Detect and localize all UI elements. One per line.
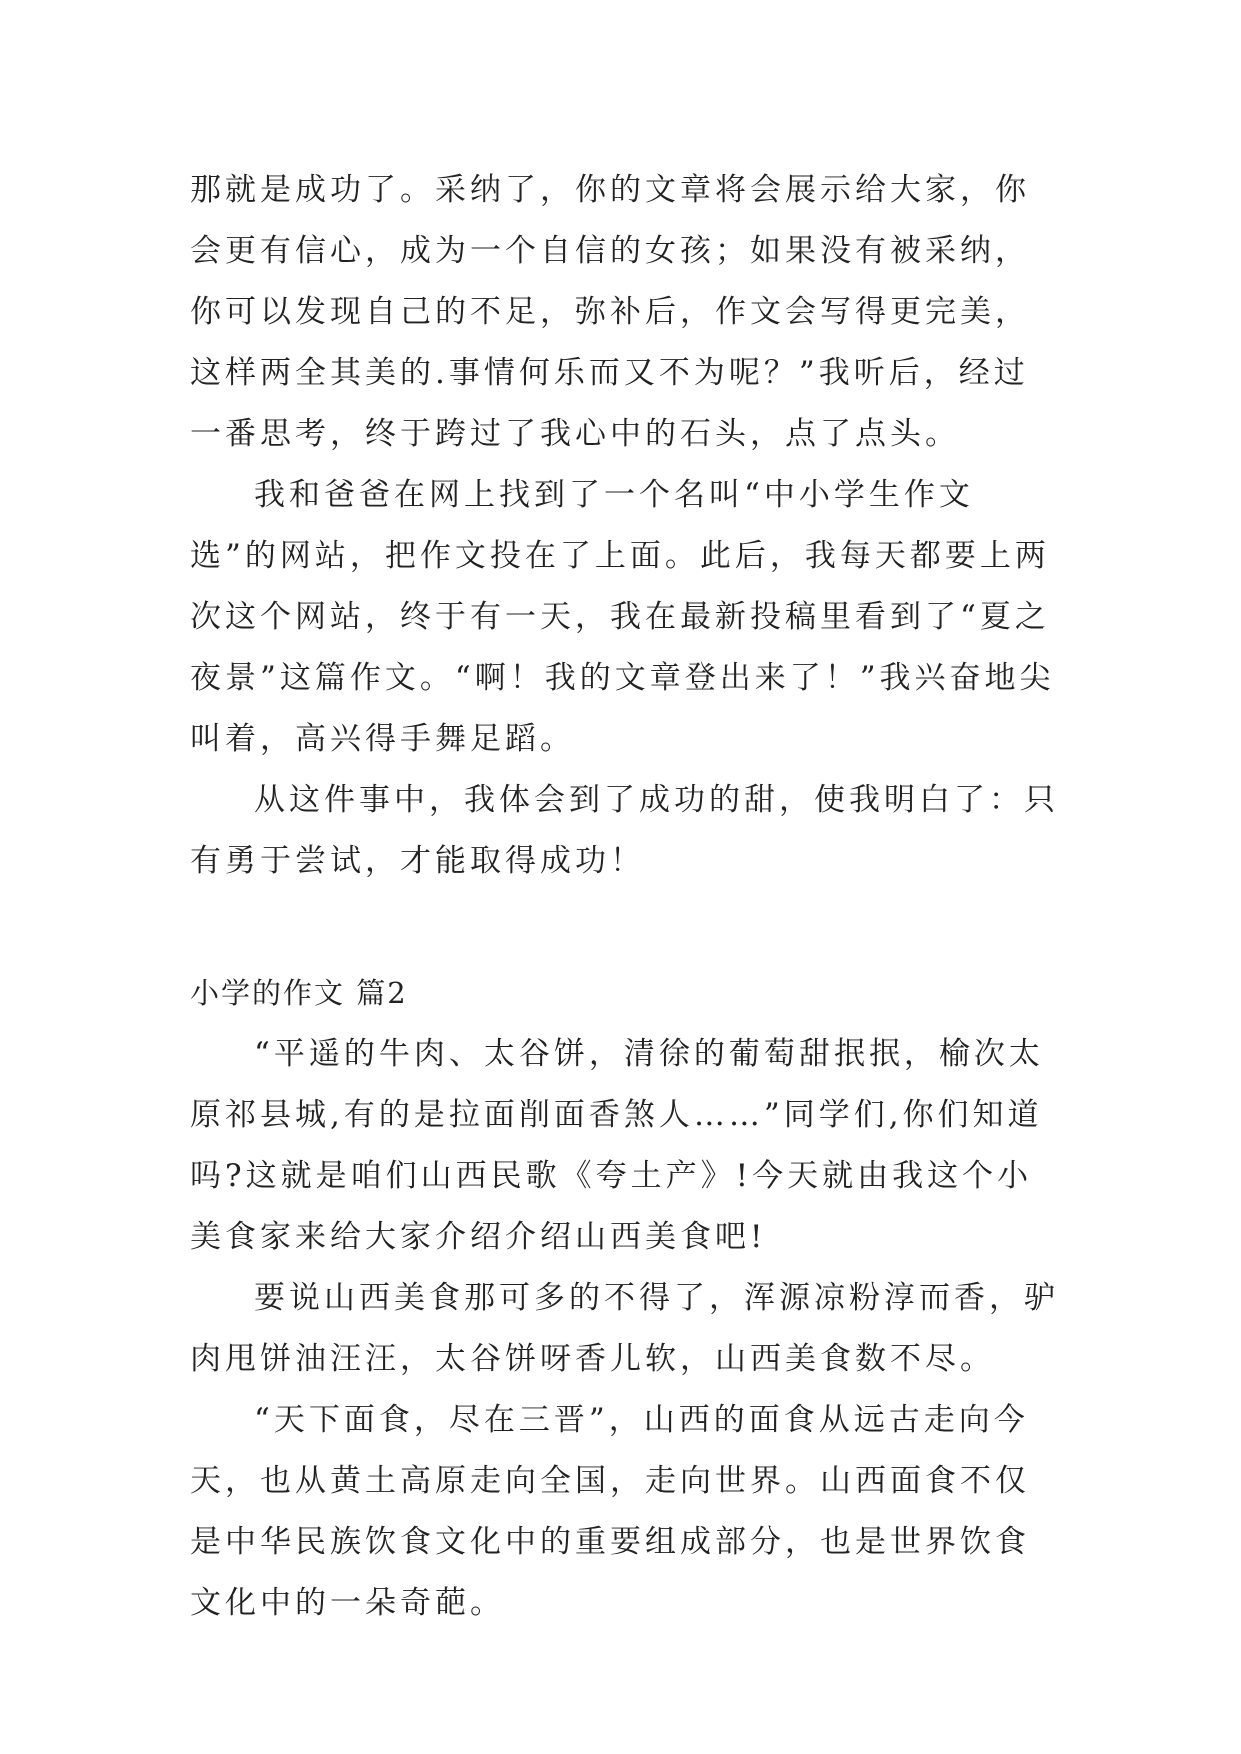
essay1-paragraph-2: 我和爸爸在网上找到了一个名叫“中小学生作文选”的网站，把作文投在了上面。此后，我每天都要上两次这个网站，终于有一天，我在最新投稿里看到了“夏之夜景”这篇作文。“啊！我的文章登出来了！”我兴奋地尖叫着，高兴得手舞足蹈。 <box>190 477 1055 757</box>
essay2-paragraph-2: 要说山西美食那可多的不得了，浑源凉粉淳而香，驴肉甩饼油汪汪，太谷饼呀香儿软，山西美食数不尽。 <box>190 1280 1059 1377</box>
essay1-paragraph-1: 那就是成功了。采纳了，你的文章将会展示给大家，你会更有信心，成为一个自信的女孩；如果没有被采纳，你可以发现自己的不足，弥补后，作文会写得更完美，这样两全其美的.事情何乐而又不为呢？”我听后，经过一番思考，终于跨过了我心中的石头，点了点头。 <box>190 172 1030 452</box>
essay2-title: 小学的作文 篇2 <box>190 976 408 1010</box>
document-body <box>190 160 1060 1634</box>
essay2-paragraph-3: “天下面食，尽在三晋”，山西的面食从远古走向今天，也从黄土高原走向全国，走向世界。山西面食不仅是中华民族饮食文化中的重要组成部分，也是世界饮食文化中的一朵奇葩。 <box>190 1402 1030 1621</box>
essay1-paragraph-3: 从这件事中，我体会到了成功的甜，使我明白了：只有勇于尝试，才能取得成功！ <box>190 782 1059 879</box>
essay2-paragraph-1: “平遥的牛肉、太谷饼，清徐的葡萄甜抿抿，榆次太原祁县城,有的是拉面削面香煞人……”同学们,你们知道吗?这就是咱们山西民歌《夸土产》!今天就由我这个小美食家来给大家介绍介绍山西美食吧! <box>190 1036 1044 1255</box>
